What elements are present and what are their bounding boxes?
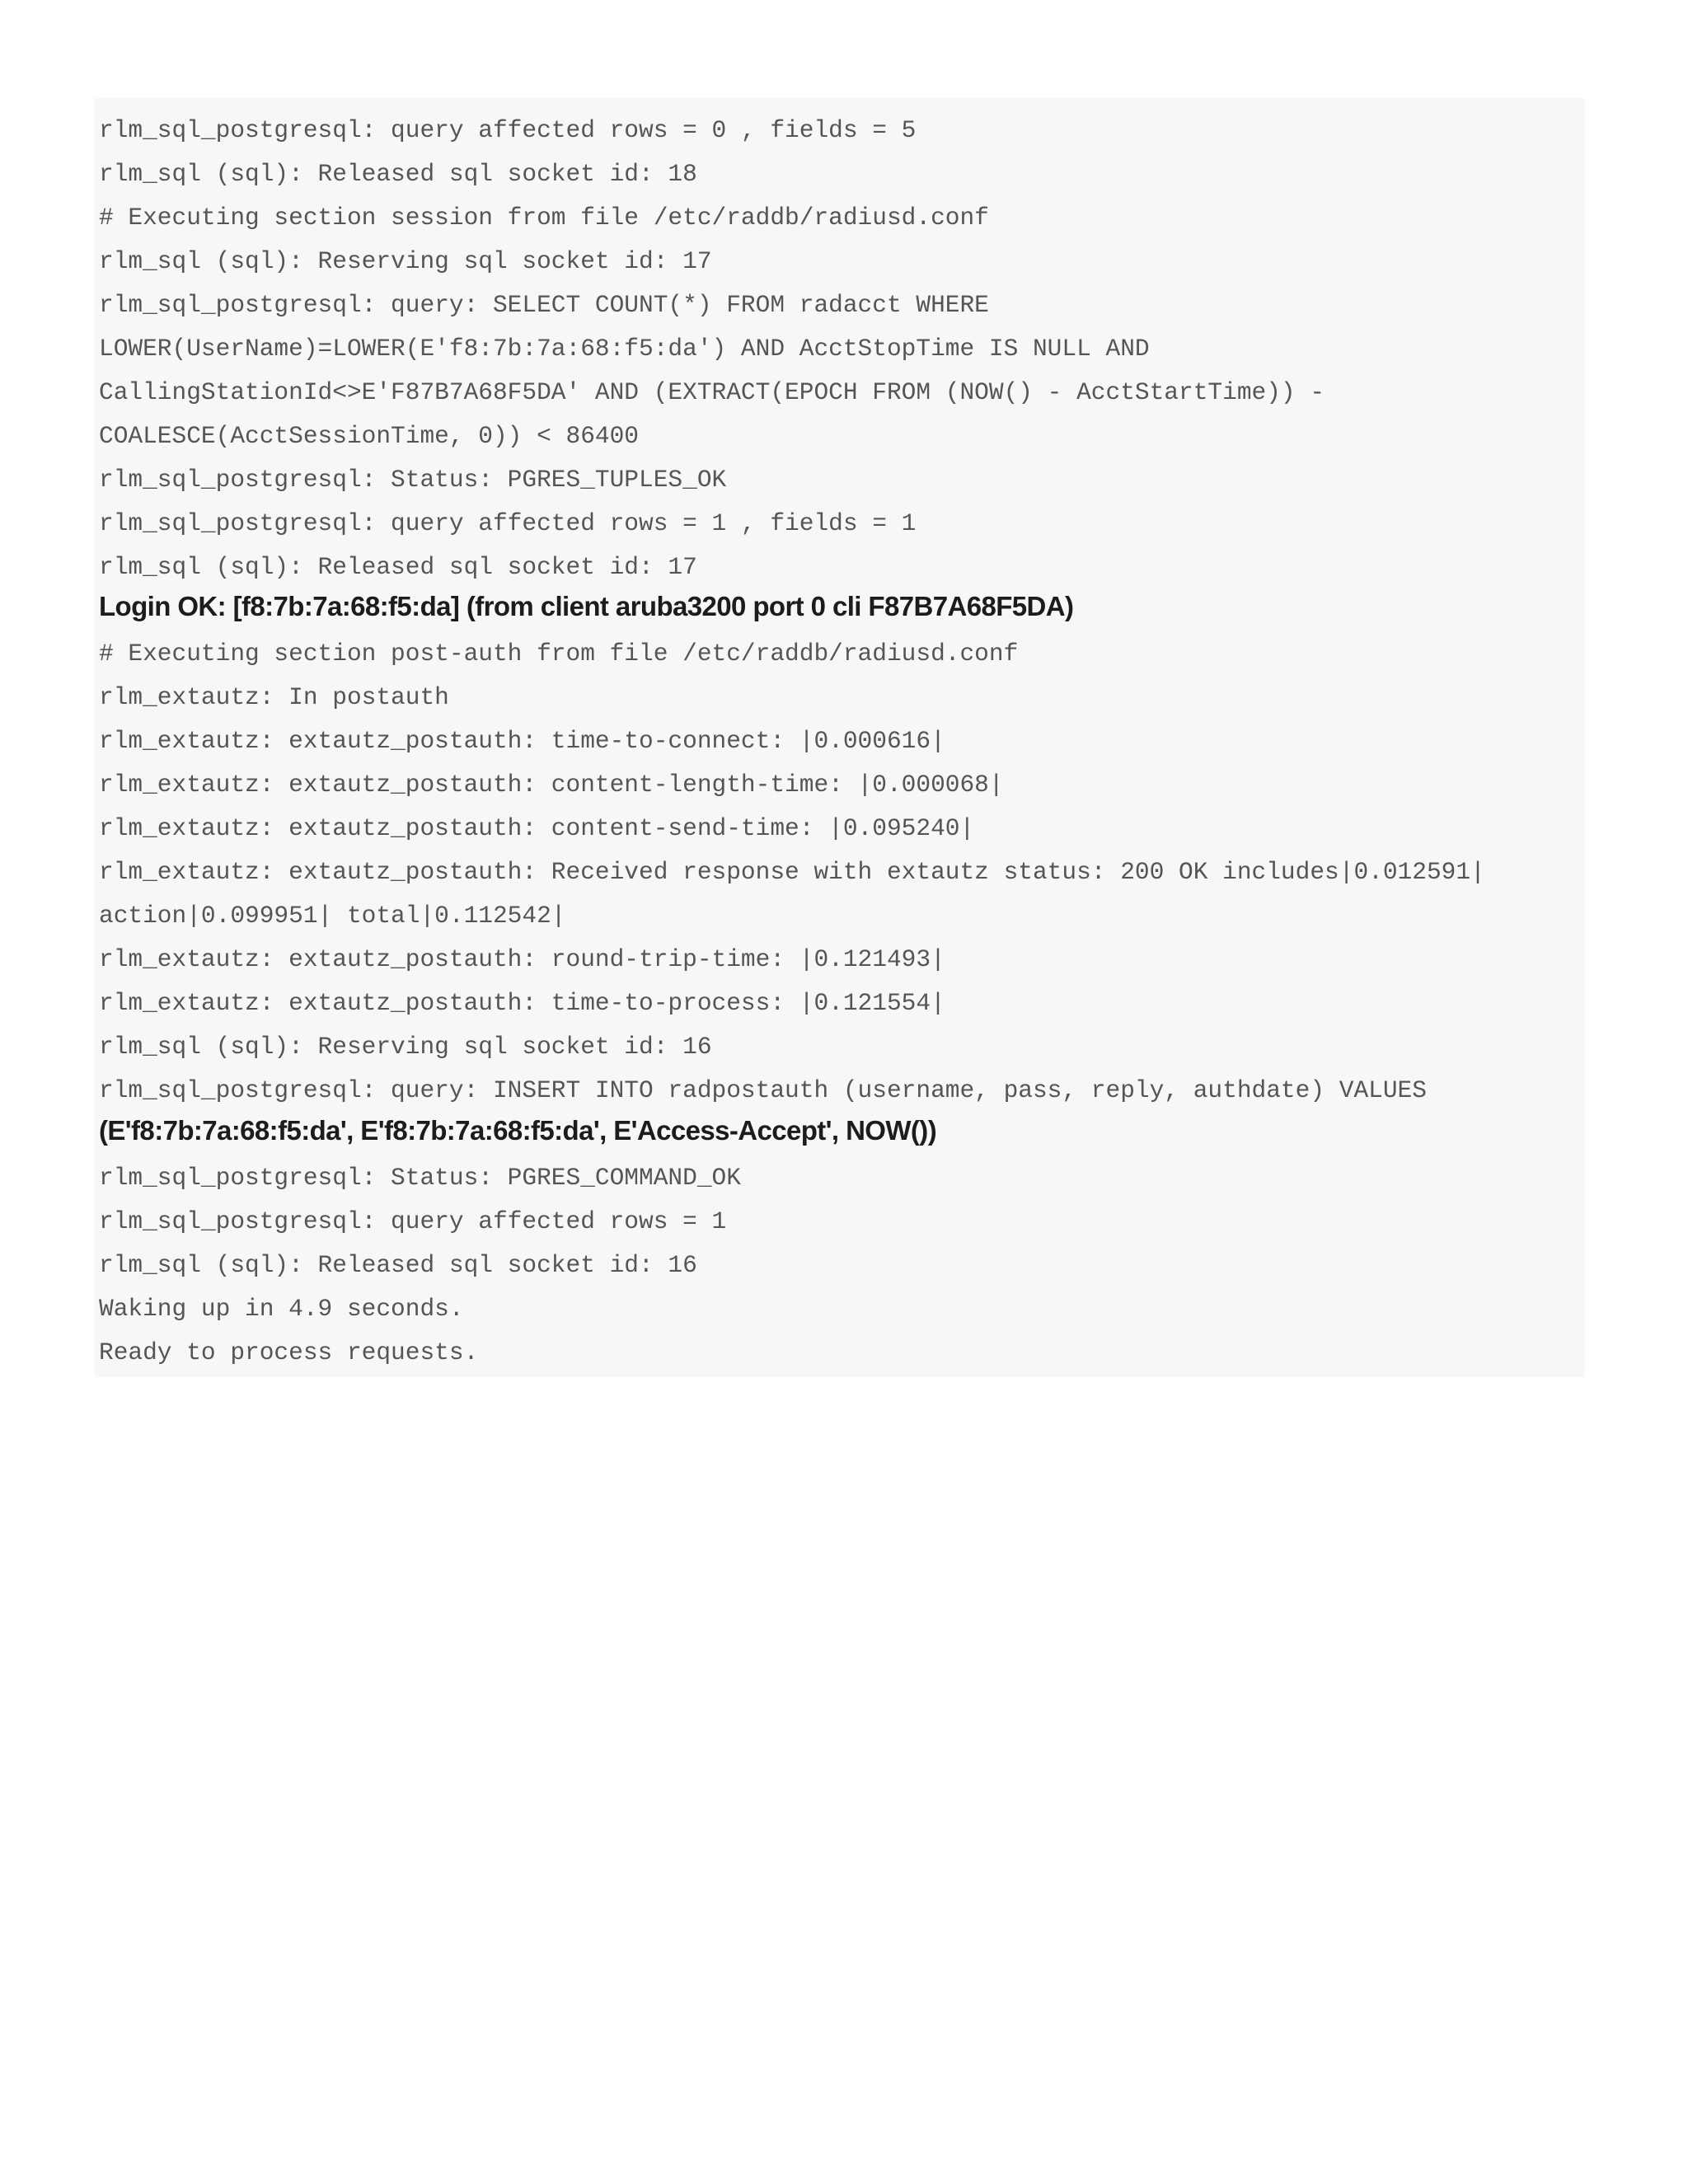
log-line: # Executing section post-auth from file /etc/raddb/radiusd.conf — [99, 640, 1019, 668]
log-line: LOWER(UserName)=LOWER(E'f8:7b:7a:68:f5:da') AND AcctStopTime IS NULL AND — [99, 335, 1150, 363]
log-line: rlm_sql (sql): Reserving sql socket id: 17 — [99, 247, 712, 275]
log-line: rlm_extautz: extautz_postauth: time-to-connect: |0.000616| — [99, 727, 945, 755]
log-line: COALESCE(AcctSessionTime, 0)) < 86400 — [99, 422, 640, 450]
log-line: rlm_sql_postgresql: Status: PGRES_TUPLES_OK — [99, 466, 727, 494]
log-line: rlm_sql (sql): Reserving sql socket id: 16 — [99, 1033, 712, 1061]
log-line: rlm_sql_postgresql: query affected rows = 1 — [99, 1207, 727, 1235]
log-line: # Executing section session from file /etc/raddb/radiusd.conf — [99, 204, 989, 232]
log-line: rlm_extautz: extautz_postauth: content-length-time: |0.000068| — [99, 771, 1004, 799]
log-line: rlm_sql (sql): Released sql socket id: 17 — [99, 553, 697, 581]
log-line: rlm_sql_postgresql: query affected rows = 1 , fields = 1 — [99, 509, 917, 537]
log-line: rlm_sql (sql): Released sql socket id: 16 — [99, 1251, 697, 1279]
login-ok-line: Login OK: [f8:7b:7a:68:f5:da] (from client aruba3200 port 0 cli F87B7A68F5DA) — [99, 591, 1074, 621]
log-line: rlm_extautz: extautz_postauth: time-to-process: |0.121554| — [99, 989, 945, 1017]
log-line: rlm_extautz: extautz_postauth: Received response with extautz status: 200 OK includes|0.012591| — [99, 858, 1485, 886]
log-line: Ready to process requests. — [99, 1338, 479, 1366]
log-line: rlm_sql (sql): Released sql socket id: 18 — [99, 160, 697, 188]
log-line: rlm_sql_postgresql: query: INSERT INTO radpostauth (username, pass, reply, authdate) VALUES — [99, 1076, 1427, 1104]
log-line: rlm_sql_postgresql: query: SELECT COUNT(*) FROM radacct WHERE — [99, 291, 989, 319]
log-line: rlm_sql_postgresql: Status: PGRES_COMMAND_OK — [99, 1164, 741, 1192]
log-line: rlm_extautz: In postauth — [99, 683, 449, 711]
insert-values-line: (E'f8:7b:7a:68:f5:da', E'f8:7b:7a:68:f5:da', E'Access-Accept', NOW()) — [99, 1115, 937, 1146]
log-line: rlm_extautz: extautz_postauth: content-send-time: |0.095240| — [99, 814, 975, 842]
log-line: Waking up in 4.9 seconds. — [99, 1295, 464, 1323]
log-line: CallingStationId<>E'F87B7A68F5DA' AND (EXTRACT(EPOCH FROM (NOW() - AcctStartTime)) - — [99, 378, 1325, 406]
log-line: rlm_sql_postgresql: query affected rows = 0 , fields = 5 — [99, 116, 917, 144]
log-line: action|0.099951| total|0.112542| — [99, 902, 566, 930]
log-line: rlm_extautz: extautz_postauth: round-trip-time: |0.121493| — [99, 945, 945, 973]
